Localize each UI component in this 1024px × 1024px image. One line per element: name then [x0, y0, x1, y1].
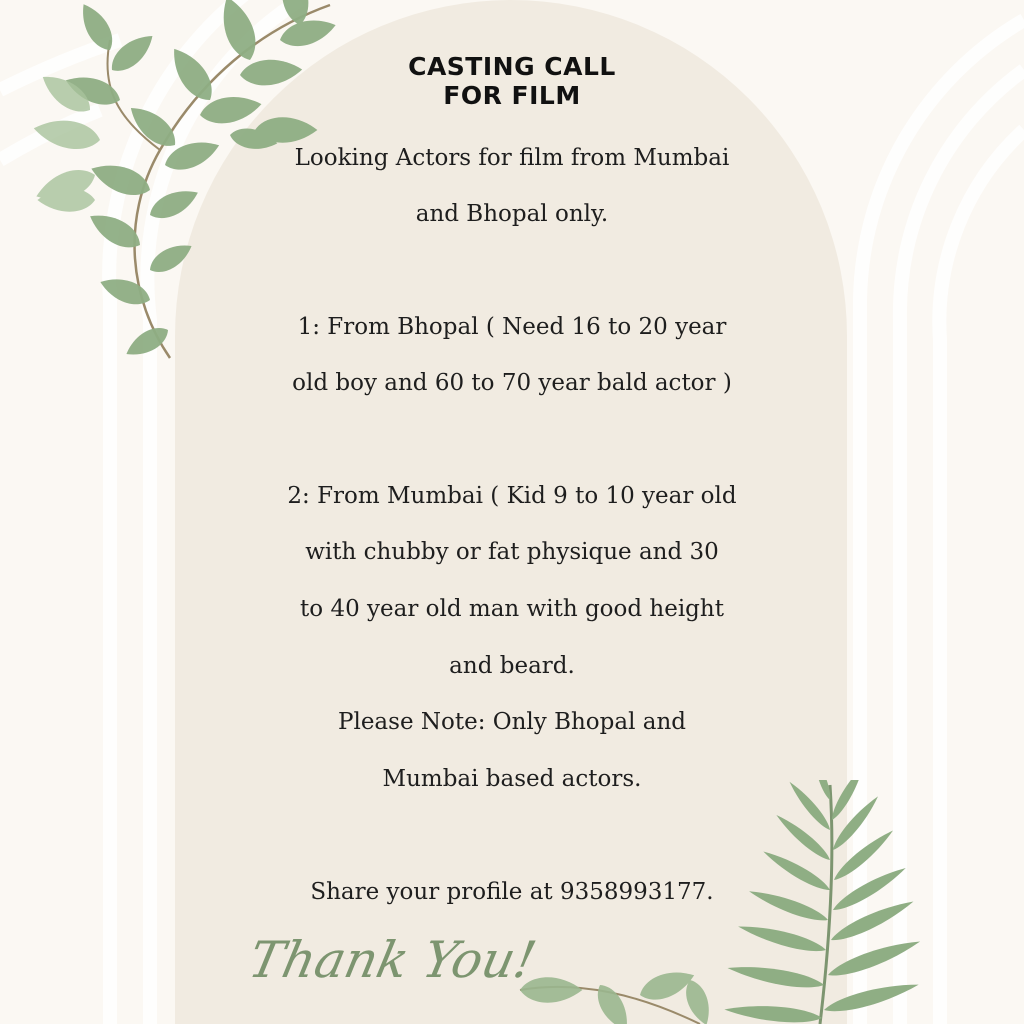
body-line: Please Note: Only Bhopal and [337, 709, 686, 735]
body-line: with chubby or fat physique and 30 [305, 539, 719, 565]
title-line-2: FOR FILM [443, 81, 581, 110]
body-line: Looking Actors for film from Mumbai [294, 145, 730, 171]
body-line: and beard. [449, 653, 575, 679]
body-line: Mumbai based actors. [382, 766, 642, 792]
body-line: 2: From Mumbai ( Kid 9 to 10 year old [287, 483, 737, 509]
contact-line: Share your profile at 9358993177. [310, 879, 714, 905]
page-title [362, 52, 662, 110]
body-line: 1: From Bhopal ( Need 16 to 20 year [297, 314, 727, 340]
body-line: to 40 year old man with good height [300, 596, 724, 622]
thank-you-script: Thank You! [243, 931, 541, 989]
title-line-1: CASTING CALL [408, 52, 616, 81]
body-line: old boy and 60 to 70 year bald actor ) [292, 370, 732, 396]
body-line: and Bhopal only. [415, 201, 609, 227]
